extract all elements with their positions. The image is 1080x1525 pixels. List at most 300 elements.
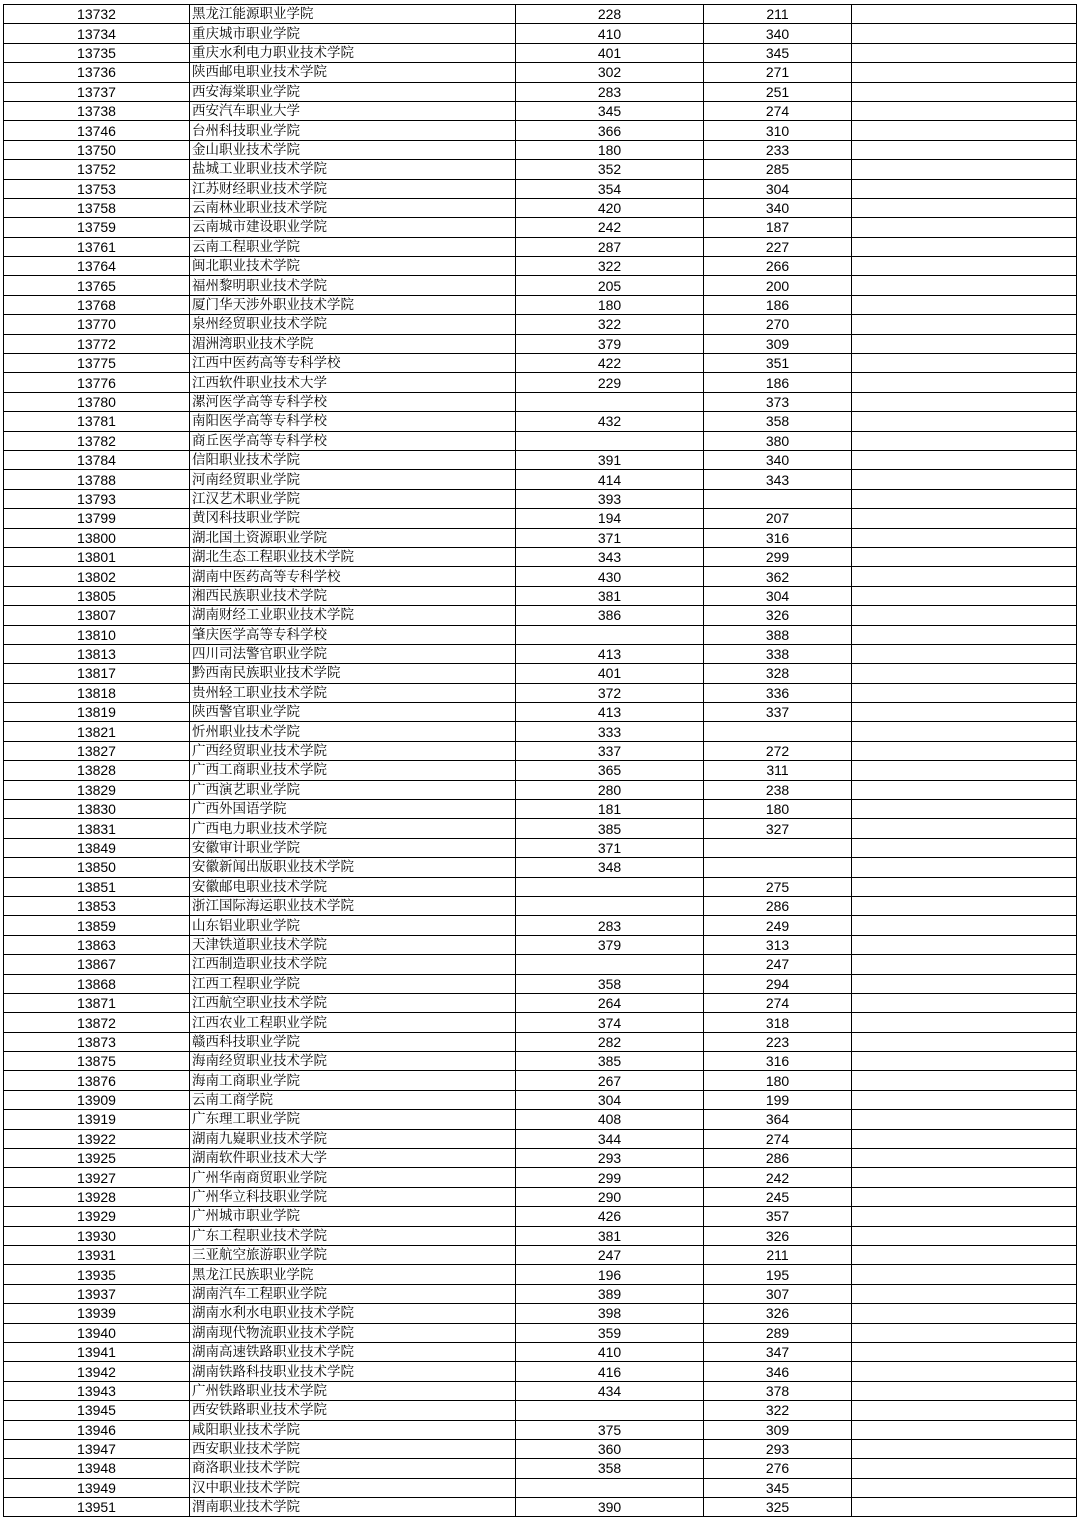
score-b-cell: 340 (704, 198, 852, 217)
score-b-cell: 338 (704, 644, 852, 663)
college-code-cell: 13819 (4, 703, 190, 722)
score-a-cell: 426 (516, 1207, 704, 1226)
table-row (4, 586, 1077, 605)
score-b-cell: 310 (704, 121, 852, 140)
college-code-cell: 13927 (4, 1168, 190, 1187)
score-b-cell: 307 (704, 1284, 852, 1303)
college-name-cell: 江西工程职业学院 (190, 974, 516, 993)
score-b-cell: 275 (704, 877, 852, 896)
table-row (4, 1168, 1077, 1187)
college-code-cell: 13951 (4, 1498, 190, 1517)
empty-cell (852, 198, 1077, 217)
empty-cell (852, 431, 1077, 450)
score-b-cell: 180 (704, 800, 852, 819)
empty-cell (852, 1439, 1077, 1458)
score-a-cell: 385 (516, 1052, 704, 1071)
empty-cell (852, 276, 1077, 295)
score-b-cell: 266 (704, 257, 852, 276)
empty-cell (852, 644, 1077, 663)
table-row (4, 625, 1077, 644)
college-code-cell: 13829 (4, 780, 190, 799)
score-b-cell: 289 (704, 1323, 852, 1342)
score-b-cell: 340 (704, 450, 852, 469)
score-a-cell: 282 (516, 1032, 704, 1051)
college-name-cell: 广州华南商贸职业学院 (190, 1168, 516, 1187)
score-a-cell: 360 (516, 1439, 704, 1458)
empty-cell (852, 741, 1077, 760)
college-name-cell: 湖南财经工业职业技术学院 (190, 606, 516, 625)
college-name-cell: 黑龙江能源职业学院 (190, 5, 516, 24)
college-code-cell: 13929 (4, 1207, 190, 1226)
college-code-cell: 13821 (4, 722, 190, 741)
empty-cell (852, 43, 1077, 62)
score-a-cell: 432 (516, 412, 704, 431)
table-row (4, 509, 1077, 528)
table-row (4, 489, 1077, 508)
college-code-cell: 13738 (4, 101, 190, 120)
college-code-cell: 13802 (4, 567, 190, 586)
college-code-cell: 13830 (4, 800, 190, 819)
college-name-cell: 西安职业技术学院 (190, 1439, 516, 1458)
table-row (4, 82, 1077, 101)
score-a-cell: 379 (516, 334, 704, 353)
score-b-cell: 271 (704, 63, 852, 82)
college-code-cell: 13935 (4, 1265, 190, 1284)
score-a-cell: 354 (516, 179, 704, 198)
college-name-cell: 安徽审计职业学院 (190, 838, 516, 857)
empty-cell (852, 1362, 1077, 1381)
college-code-cell: 13734 (4, 24, 190, 43)
score-b-cell: 304 (704, 179, 852, 198)
score-b-cell: 186 (704, 295, 852, 314)
empty-cell (852, 101, 1077, 120)
table-row (4, 1420, 1077, 1439)
college-code-cell: 13931 (4, 1246, 190, 1265)
table-row (4, 1071, 1077, 1090)
score-a-cell: 413 (516, 644, 704, 663)
college-code-cell: 13793 (4, 489, 190, 508)
score-b-cell: 294 (704, 974, 852, 993)
empty-cell (852, 916, 1077, 935)
score-a-cell: 322 (516, 257, 704, 276)
college-name-cell: 南阳医学高等专科学校 (190, 412, 516, 431)
table-row (4, 373, 1077, 392)
college-code-cell: 13930 (4, 1226, 190, 1245)
score-a-cell: 365 (516, 761, 704, 780)
table-row (4, 1149, 1077, 1168)
empty-cell (852, 1265, 1077, 1284)
table-row (4, 295, 1077, 314)
college-code-cell: 13736 (4, 63, 190, 82)
empty-cell (852, 1032, 1077, 1051)
score-b-cell: 364 (704, 1110, 852, 1129)
college-code-cell: 13945 (4, 1401, 190, 1420)
college-code-cell: 13753 (4, 179, 190, 198)
table-row (4, 858, 1077, 877)
score-a-cell: 267 (516, 1071, 704, 1090)
college-code-cell: 13732 (4, 5, 190, 24)
table-row (4, 644, 1077, 663)
score-b-cell: 378 (704, 1381, 852, 1400)
college-code-cell: 13948 (4, 1459, 190, 1478)
college-name-cell: 湖南现代物流职业技术学院 (190, 1323, 516, 1342)
empty-cell (852, 625, 1077, 644)
score-a-cell: 358 (516, 1459, 704, 1478)
college-code-cell: 13828 (4, 761, 190, 780)
score-a-cell: 352 (516, 160, 704, 179)
college-code-cell: 13850 (4, 858, 190, 877)
empty-cell (852, 1110, 1077, 1129)
college-name-cell: 湄洲湾职业技术学院 (190, 334, 516, 353)
score-a-cell: 410 (516, 24, 704, 43)
score-b-cell: 245 (704, 1187, 852, 1206)
college-code-cell: 13759 (4, 218, 190, 237)
score-a-cell: 283 (516, 916, 704, 935)
score-a-cell: 390 (516, 1498, 704, 1517)
score-a-cell: 408 (516, 1110, 704, 1129)
empty-cell (852, 82, 1077, 101)
college-name-cell: 赣西科技职业学院 (190, 1032, 516, 1051)
college-code-cell: 13937 (4, 1284, 190, 1303)
empty-cell (852, 528, 1077, 547)
empty-cell (852, 606, 1077, 625)
score-a-cell: 358 (516, 974, 704, 993)
empty-cell (852, 334, 1077, 353)
table-row (4, 179, 1077, 198)
empty-cell (852, 354, 1077, 373)
empty-cell (852, 1129, 1077, 1148)
score-a-cell: 413 (516, 703, 704, 722)
empty-cell (852, 858, 1077, 877)
college-name-cell: 汉中职业技术学院 (190, 1478, 516, 1497)
college-code-cell: 13940 (4, 1323, 190, 1342)
empty-cell (852, 780, 1077, 799)
table-row (4, 1323, 1077, 1342)
score-a-cell: 420 (516, 198, 704, 217)
score-b-cell: 186 (704, 373, 852, 392)
college-code-cell: 13818 (4, 683, 190, 702)
score-a-cell: 385 (516, 819, 704, 838)
college-code-cell: 13873 (4, 1032, 190, 1051)
college-name-cell: 广西外国语学院 (190, 800, 516, 819)
table-row (4, 24, 1077, 43)
college-code-cell: 13799 (4, 509, 190, 528)
score-a-cell: 345 (516, 101, 704, 120)
table-row (4, 1284, 1077, 1303)
score-b-cell: 313 (704, 935, 852, 954)
empty-cell (852, 567, 1077, 586)
table-row (4, 896, 1077, 915)
college-code-cell: 13817 (4, 664, 190, 683)
empty-cell (852, 5, 1077, 24)
empty-cell (852, 877, 1077, 896)
score-a-cell: 290 (516, 1187, 704, 1206)
college-name-cell: 广西工商职业技术学院 (190, 761, 516, 780)
table-row (4, 5, 1077, 24)
empty-cell (852, 974, 1077, 993)
score-a-cell: 434 (516, 1381, 704, 1400)
score-a-cell (516, 392, 704, 411)
score-b-cell: 318 (704, 1013, 852, 1032)
score-a-cell: 228 (516, 5, 704, 24)
score-b-cell: 316 (704, 1052, 852, 1071)
college-code-cell: 13781 (4, 412, 190, 431)
table-row (4, 431, 1077, 450)
college-name-cell: 安徽新闻出版职业技术学院 (190, 858, 516, 877)
table-row (4, 664, 1077, 683)
score-a-cell: 247 (516, 1246, 704, 1265)
score-a-cell: 344 (516, 1129, 704, 1148)
table-row (4, 1052, 1077, 1071)
table-row (4, 606, 1077, 625)
score-b-cell: 293 (704, 1439, 852, 1458)
score-a-cell: 372 (516, 683, 704, 702)
score-a-cell (516, 877, 704, 896)
score-a-cell: 264 (516, 993, 704, 1012)
score-a-cell (516, 431, 704, 450)
table-row (4, 1226, 1077, 1245)
college-code-cell: 13871 (4, 993, 190, 1012)
empty-cell (852, 703, 1077, 722)
score-b-cell: 328 (704, 664, 852, 683)
empty-cell (852, 1013, 1077, 1032)
empty-cell (852, 819, 1077, 838)
college-code-cell: 13776 (4, 373, 190, 392)
college-name-cell: 西安铁路职业技术学院 (190, 1401, 516, 1420)
college-name-cell: 湖北国土资源职业学院 (190, 528, 516, 547)
score-b-cell: 199 (704, 1090, 852, 1109)
college-code-cell: 13942 (4, 1362, 190, 1381)
empty-cell (852, 315, 1077, 334)
score-b-cell: 274 (704, 993, 852, 1012)
empty-cell (852, 1304, 1077, 1323)
college-name-cell: 黔西南民族职业技术学院 (190, 664, 516, 683)
empty-cell (852, 993, 1077, 1012)
college-code-cell: 13922 (4, 1129, 190, 1148)
score-b-cell: 299 (704, 547, 852, 566)
score-a-cell: 391 (516, 450, 704, 469)
college-name-cell: 商丘医学高等专科学校 (190, 431, 516, 450)
college-code-cell: 13800 (4, 528, 190, 547)
table-row (4, 315, 1077, 334)
score-b-cell: 380 (704, 431, 852, 450)
empty-cell (852, 838, 1077, 857)
empty-cell (852, 1187, 1077, 1206)
score-a-cell: 196 (516, 1265, 704, 1284)
score-a-cell: 381 (516, 586, 704, 605)
empty-cell (852, 1246, 1077, 1265)
score-a-cell: 398 (516, 1304, 704, 1323)
college-name-cell: 广东理工职业学院 (190, 1110, 516, 1129)
empty-cell (852, 1168, 1077, 1187)
score-table-body (4, 5, 1077, 1517)
college-name-cell: 山东铝业职业学院 (190, 916, 516, 935)
college-code-cell: 13772 (4, 334, 190, 353)
college-name-cell: 湖南汽车工程职业学院 (190, 1284, 516, 1303)
empty-cell (852, 1381, 1077, 1400)
score-b-cell: 251 (704, 82, 852, 101)
score-b-cell: 286 (704, 1149, 852, 1168)
table-row (4, 761, 1077, 780)
empty-cell (852, 24, 1077, 43)
empty-cell (852, 1226, 1077, 1245)
college-code-cell: 13764 (4, 257, 190, 276)
college-name-cell: 江汉艺术职业学院 (190, 489, 516, 508)
score-a-cell: 416 (516, 1362, 704, 1381)
college-code-cell: 13805 (4, 586, 190, 605)
score-b-cell: 187 (704, 218, 852, 237)
score-b-cell (704, 858, 852, 877)
college-name-cell: 河南经贸职业学院 (190, 470, 516, 489)
table-row (4, 819, 1077, 838)
score-b-cell: 358 (704, 412, 852, 431)
score-a-cell: 322 (516, 315, 704, 334)
college-name-cell: 广西电力职业技术学院 (190, 819, 516, 838)
score-b-cell: 247 (704, 955, 852, 974)
college-name-cell: 江西航空职业技术学院 (190, 993, 516, 1012)
score-b-cell: 207 (704, 509, 852, 528)
score-a-cell: 430 (516, 567, 704, 586)
score-b-cell (704, 722, 852, 741)
score-a-cell: 205 (516, 276, 704, 295)
table-row (4, 1381, 1077, 1400)
table-row (4, 974, 1077, 993)
score-a-cell (516, 955, 704, 974)
college-name-cell: 福州黎明职业技术学院 (190, 276, 516, 295)
college-code-cell: 13859 (4, 916, 190, 935)
score-b-cell: 270 (704, 315, 852, 334)
score-b-cell: 336 (704, 683, 852, 702)
college-code-cell: 13949 (4, 1478, 190, 1497)
empty-cell (852, 1498, 1077, 1517)
college-code-cell: 13853 (4, 896, 190, 915)
college-code-cell: 13737 (4, 82, 190, 101)
empty-cell (852, 160, 1077, 179)
empty-cell (852, 295, 1077, 314)
college-name-cell: 贵州轻工职业技术学院 (190, 683, 516, 702)
table-row (4, 722, 1077, 741)
college-name-cell: 广州城市职业学院 (190, 1207, 516, 1226)
college-name-cell: 云南城市建设职业学院 (190, 218, 516, 237)
table-row (4, 237, 1077, 256)
college-name-cell: 广州华立科技职业学院 (190, 1187, 516, 1206)
score-a-cell: 180 (516, 140, 704, 159)
college-name-cell: 浙江国际海运职业技术学院 (190, 896, 516, 915)
table-row (4, 547, 1077, 566)
college-code-cell: 13872 (4, 1013, 190, 1032)
college-name-cell: 云南工程职业学院 (190, 237, 516, 256)
table-row (4, 1362, 1077, 1381)
score-b-cell: 211 (704, 5, 852, 24)
score-b-cell: 326 (704, 1304, 852, 1323)
college-code-cell: 13752 (4, 160, 190, 179)
score-b-cell: 325 (704, 1498, 852, 1517)
score-b-cell: 195 (704, 1265, 852, 1284)
table-row (4, 955, 1077, 974)
college-code-cell: 13875 (4, 1052, 190, 1071)
college-code-cell: 13919 (4, 1110, 190, 1129)
score-b-cell: 276 (704, 1459, 852, 1478)
college-name-cell: 金山职业技术学院 (190, 140, 516, 159)
college-code-cell: 13758 (4, 198, 190, 217)
college-name-cell: 陕西邮电职业技术学院 (190, 63, 516, 82)
table-row (4, 838, 1077, 857)
empty-cell (852, 121, 1077, 140)
empty-cell (852, 509, 1077, 528)
score-b-cell: 272 (704, 741, 852, 760)
table-row (4, 276, 1077, 295)
college-name-cell: 海南经贸职业技术学院 (190, 1052, 516, 1071)
empty-cell (852, 392, 1077, 411)
score-b-cell: 388 (704, 625, 852, 644)
college-code-cell: 13827 (4, 741, 190, 760)
college-name-cell: 云南林业职业技术学院 (190, 198, 516, 217)
score-b-cell: 304 (704, 586, 852, 605)
college-code-cell: 13863 (4, 935, 190, 954)
score-a-cell: 381 (516, 1226, 704, 1245)
score-a-cell: 389 (516, 1284, 704, 1303)
empty-cell (852, 1342, 1077, 1361)
empty-cell (852, 664, 1077, 683)
college-name-cell: 湘西民族职业技术学院 (190, 586, 516, 605)
table-row (4, 450, 1077, 469)
table-row (4, 1246, 1077, 1265)
score-b-cell: 286 (704, 896, 852, 915)
college-code-cell: 13947 (4, 1439, 190, 1458)
score-a-cell (516, 625, 704, 644)
empty-cell (852, 1052, 1077, 1071)
score-b-cell: 340 (704, 24, 852, 43)
table-row (4, 567, 1077, 586)
college-code-cell: 13807 (4, 606, 190, 625)
table-row (4, 1439, 1077, 1458)
college-name-cell: 广东工程职业技术学院 (190, 1226, 516, 1245)
college-name-cell: 重庆水利电力职业技术学院 (190, 43, 516, 62)
empty-cell (852, 1459, 1077, 1478)
college-name-cell: 肇庆医学高等专科学校 (190, 625, 516, 644)
college-name-cell: 忻州职业技术学院 (190, 722, 516, 741)
college-code-cell: 13735 (4, 43, 190, 62)
table-row (4, 1498, 1077, 1517)
score-b-cell: 373 (704, 392, 852, 411)
score-a-cell: 414 (516, 470, 704, 489)
table-row (4, 916, 1077, 935)
empty-cell (852, 412, 1077, 431)
empty-cell (852, 955, 1077, 974)
college-code-cell: 13831 (4, 819, 190, 838)
college-name-cell: 商洛职业技术学院 (190, 1459, 516, 1478)
college-name-cell: 西安汽车职业大学 (190, 101, 516, 120)
college-name-cell: 海南工商职业学院 (190, 1071, 516, 1090)
score-b-cell: 223 (704, 1032, 852, 1051)
college-code-cell: 13784 (4, 450, 190, 469)
table-row (4, 1401, 1077, 1420)
table-row (4, 703, 1077, 722)
score-a-cell: 375 (516, 1420, 704, 1439)
score-b-cell: 249 (704, 916, 852, 935)
college-code-cell: 13788 (4, 470, 190, 489)
score-a-cell (516, 1401, 704, 1420)
score-b-cell: 326 (704, 1226, 852, 1245)
college-code-cell: 13928 (4, 1187, 190, 1206)
college-name-cell: 江苏财经职业技术学院 (190, 179, 516, 198)
score-a-cell: 401 (516, 664, 704, 683)
table-row (4, 1032, 1077, 1051)
score-b-cell: 327 (704, 819, 852, 838)
table-row (4, 1342, 1077, 1361)
score-a-cell: 293 (516, 1149, 704, 1168)
college-name-cell: 江西软件职业技术大学 (190, 373, 516, 392)
